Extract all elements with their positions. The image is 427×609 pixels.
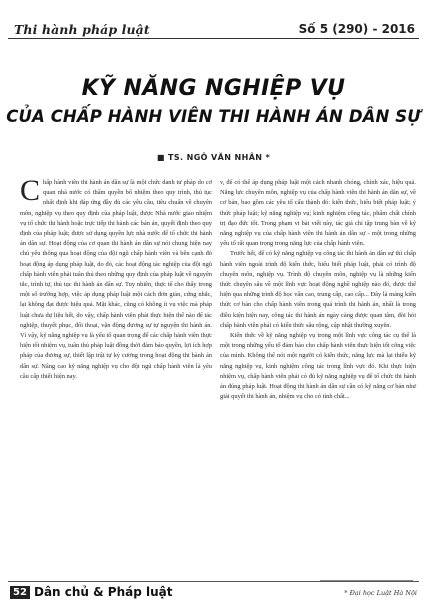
title-line-1: KỸ NĂNG NGHIỆP VỤ <box>81 76 346 101</box>
right-paragraph-1: v, để có thể áp dụng pháp luật một cách nhanh chóng, chính xác, hiệu quả. Năng lực chuyên môn, nghiệp vụ của chấp hành viên thi hành án dân sự, về cơ bản, bao gồm các yêu tố cấu thành đó: kiến thức, hiểu biết pháp luật; ý thức pháp luật; kỹ năng nghiệp vụ; kinh nghiệm công tác, phẩm chất chính trị đạo đức tốt. Trong phạm vi bài viết này, tác giả chỉ tập trung bàn về kỹ năng nghiệp vụ của chấp hành viên thi hành án dân sự - một trong những yếu tố rất quan trọng trong năng lực của chấp hành viên. <box>220 179 416 248</box>
page-number: 52 <box>10 586 30 599</box>
footer-rule <box>8 581 419 582</box>
title-line-2: CỦA CHẤP HÀNH VIÊN THI HÀNH ÁN DÂN SỰ <box>6 107 421 126</box>
left-paragraph-1-text: hấp hành viên thi hành án dân sự là một chức danh tư pháp do cơ quan nhà nước có thẩm quyền bổ nhiệm theo quy trình, thủ tục nhất định khi đáp ứng đầy đủ các yêu cầu, tiêu chuẩn về chuyên môn, nghiệp vụ theo quy định của pháp luật, được Nhà nước giao nhiệm vụ tổ chức thi hành hoặc trực tiếp thi hành các bản án, quyết định theo quy định của pháp luật; được sử dụng quyền lực nhà nước để tổ chức thi hành án dân sự. Hoạt động của cơ quan thi hành án dân sự nói chung hiện nay chủ yếu thông qua hoạt động của đội ngũ chấp hành viên và bên cạnh đó hoạt động áp dụng pháp luật, do đó, các hoạt động tác nghiệp của đội ngũ chấp hành viên phải tuân thủ theo những quy định của pháp luật về nguyên tắc, trình tự, thủ tục thi hành án dân sự. Tuy nhiên, thực tế cho thấy trong một số trường hợp, việc áp dụng pháp luật một cách đơn giản, cứng nhắc, lại không đạt được hiệu quả. Mặt khác, cũng có không ít vụ việc mà pháp luật chưa dự liệu hết, do vậy, chấp hành viên phải thực hiện thế nào để tác nghiệp, thuyết phục, đối thoại, vận động đương sự tự nguyện thi hành án. Vì vậy, kỹ năng nghiệp vụ là yếu tố quan trọng để các chấp hành viên thực hiện tốt nhiệm vụ, tuân thủ pháp luật đồng thời đảm bảo quyền, lợi ích hợp pháp của đương sự, thiết lập trật tự kỷ cương trong hoạt động thi hành án dân sự. Nâng cao kỹ năng nghiệp vụ cho đội ngũ chấp hành viên là yêu cầu cấp thiết hiện nay. <box>20 179 212 380</box>
right-paragraph-3: Kiến thức về kỹ năng nghiệp vụ trong một lĩnh vực công tác cụ thể là một trong những yếu tố đảm bảo cho chấp hành viên thực hiện tốt công việc của mình. Không thể nói một người có kiến thức, năng lực mà lại thiếu kỹ năng nghiệp vụ, kinh nghiệm công tác trong lĩnh vực đó. Khi thực hiện nhiệm vụ, chấp hành viên phải có đủ kỹ năng nghiệp vụ để tổ chức thi hành án đúng pháp luật. Hoạt động thi hành án dân sự cần có kỹ năng cơ bản như giải quyết thi hành án, nhiệm vụ cho có tính chất... <box>220 332 416 401</box>
drop-cap: C <box>20 174 41 207</box>
section-label: Thi hành pháp luật <box>14 22 150 37</box>
page-header <box>8 22 419 42</box>
right-column <box>220 178 416 402</box>
issue-label: Số 5 (290) - 2016 <box>298 22 415 36</box>
author-byline <box>0 153 427 162</box>
author-name: TS. NGÔ VĂN NHÂN * <box>167 153 271 162</box>
left-paragraph-1 <box>20 174 212 382</box>
left-column <box>20 174 212 382</box>
right-paragraph-2: Trước hết, để có kỹ năng nghiệp vụ công tác thi hành án dân sự thì chấp hành viên ngoài trình độ kiến thức, hiểu biết pháp luật, phải có trình độ chuyên môn, nghiệp vụ. Trình độ chuyên môn, nghiệp vụ là những kiến thức chuyên sâu về một lĩnh vực hoạt động nghề nghiệp nào đó, được thể hiện qua những trình độ học vấn cao, trung cấp, cao cấp... Đây là mảng kiến thức cơ bản cho chấp hành viên trong quá trình thi hành án, nhất là trong điều kiện hiện nay, công tác thi hành án ngày càng được quan tâm, đòi hỏi chấp hành viên phải có kiến thức sâu rộng, cập nhật thường xuyên. <box>220 250 416 329</box>
article-title <box>0 76 427 126</box>
header-rule <box>8 38 419 39</box>
author-affiliation: * Đại học Luật Hà Nội <box>344 589 417 597</box>
magazine-name: Dân chủ & Pháp luật <box>34 585 173 599</box>
bullet-icon: ■ <box>156 153 165 162</box>
